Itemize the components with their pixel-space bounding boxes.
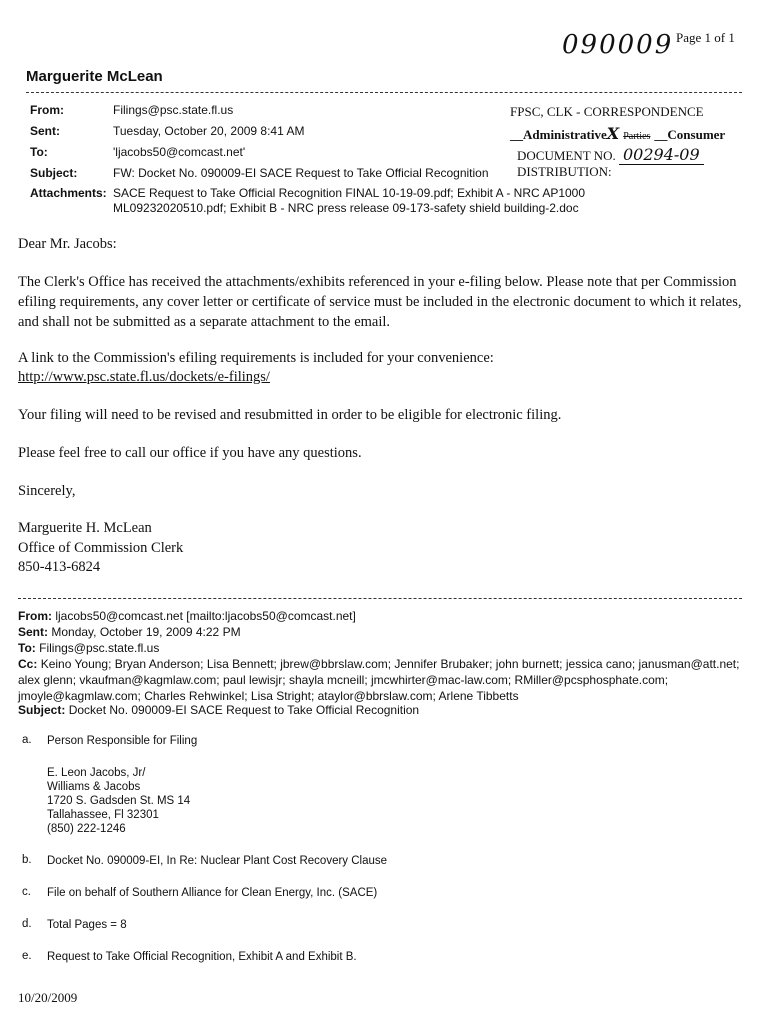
page-indicator: Page 1 of 1 [676,30,735,45]
from-value: Filings@psc.state.fl.us [113,103,234,117]
handwritten-docket-number: 090009 [562,30,674,60]
stamp-consumer: __Consumer [654,127,726,142]
stamp-parties: Parties [623,131,651,142]
fwd-cc-value: Keino Young; Bryan Anderson; Lisa Bennett; jbrew@bbrslaw.com; Jennifer Brubaker; john burnett; jessica cano; janusman@att.net; alex glenn; vkaufman@kagmlaw.com; paul lewisjr; shayla mcneill; jmcwhirter@mac-law.com; RMiller@pcsphosphate.com; jmoyle@kagmlaw.com; Charles Rehwinkel; Lisa Stright; ataylor@bbrslaw.com; Arlene Tibbetts [18,657,740,703]
address-line-2: Williams & Jacobs [47,781,141,793]
body-paragraph-2: A link to the Commission's efiling requirements is included for your convenience: [18,350,494,366]
sender-heading: Marguerite McLean [26,68,163,85]
stamp-correspondence: FPSC, CLK - CORRESPONDENCE [510,104,704,119]
fwd-to [18,640,748,656]
body-paragraph-1: The Clerk's Office has received the attachments/exhibits referenced in your e-filing below. Please note that per Commission efiling requirements, any cover letter or certificate of service must be included in the electronic document to which it relates, and shall not be submitted as a separate attachment to the email. [18,274,742,330]
stamp-administrative: __Administrative [510,127,607,142]
item-c-text: File on behalf of Southern Alliance for Clean Energy, Inc. (SACE) [47,887,378,899]
item-d-letter: d. [22,918,32,930]
fwd-sent-label: Sent: [18,625,48,639]
stamp-categories [510,124,725,143]
item-e-text: Request to Take Official Recognition, Exhibit A and Exhibit B. [47,951,357,963]
item-e-letter: e. [22,950,32,962]
stamp-doc-no-label: DOCUMENT NO. [517,148,616,163]
sent-value: Tuesday, October 20, 2009 8:41 AM [113,124,305,138]
address-line-1: E. Leon Jacobs, Jr/ [47,767,146,779]
attachments-value: SACE Request to Take Official Recognition FINAL 10-19-09.pdf; Exhibit A - NRC AP1000 ML09232020510.pdf; Exhibit B - NRC press release 09-173-safety shield building-2.doc [113,186,586,215]
item-b-text: Docket No. 090009-EI, In Re: Nuclear Plant Cost Recovery Clause [47,855,388,867]
item-c-letter: c. [22,886,31,898]
item-d-text: Total Pages = 8 [47,919,127,931]
fwd-from-label: From: [18,609,52,623]
signature-office: Office of Commission Clerk [18,540,184,556]
closing: Sincerely, [18,483,76,499]
address-line-5: (850) 222-1246 [47,823,126,835]
stamp-distribution: DISTRIBUTION: [517,164,612,179]
item-a-letter: a. [22,734,32,746]
to-value: 'ljacobs50@comcast.net' [113,145,246,159]
fwd-to-value: Filings@psc.state.fl.us [39,641,160,655]
from-label: From: [30,103,64,117]
fwd-cc [18,656,748,704]
item-a-text: Person Responsible for Filing [47,735,198,747]
fwd-subject-label: Subject: [18,703,66,717]
address-line-3: 1720 S. Gadsden St. MS 14 [47,795,191,807]
efiling-link[interactable]: http://www.psc.state.fl.us/dockets/e-filings/ [18,369,270,385]
fwd-subject-value: Docket No. 090009-EI SACE Request to Take Official Recognition [68,703,420,717]
subject-label: Subject: [30,166,78,180]
fwd-cc-label: Cc: [18,657,38,671]
item-b-letter: b. [22,854,32,866]
stamp-document-number [517,145,704,164]
fwd-from-value: ljacobs50@comcast.net [mailto:ljacobs50@comcast.net] [55,609,356,623]
sent-label: Sent: [30,124,60,138]
body-paragraph-4: Please feel free to call our office if you have any questions. [18,445,362,461]
fwd-sent-value: Monday, October 19, 2009 4:22 PM [51,625,241,639]
address-line-4: Tallahassee, Fl 32301 [47,809,159,821]
to-label: To: [30,145,48,159]
signature-name: Marguerite H. McLean [18,520,152,536]
signature-phone: 850-413-6824 [18,559,101,575]
greeting: Dear Mr. Jacobs: [18,236,117,252]
stamp-x-mark: X [606,124,620,143]
footer-date: 10/20/2009 [18,990,78,1005]
fwd-sent [18,624,748,640]
fwd-to-label: To: [18,641,36,655]
subject-value: FW: Docket No. 090009-EI SACE Request to Take Official Recognition [113,166,489,180]
forward-divider [18,598,742,599]
body-paragraph-3: Your filing will need to be revised and resubmitted in order to be eligible for electronic filing. [18,407,562,423]
header-divider [26,92,742,93]
attachments-label: Attachments: [30,186,107,200]
fwd-from [18,608,748,624]
fwd-subject [18,702,748,718]
stamp-doc-no-value: 00294-09 [619,145,704,165]
